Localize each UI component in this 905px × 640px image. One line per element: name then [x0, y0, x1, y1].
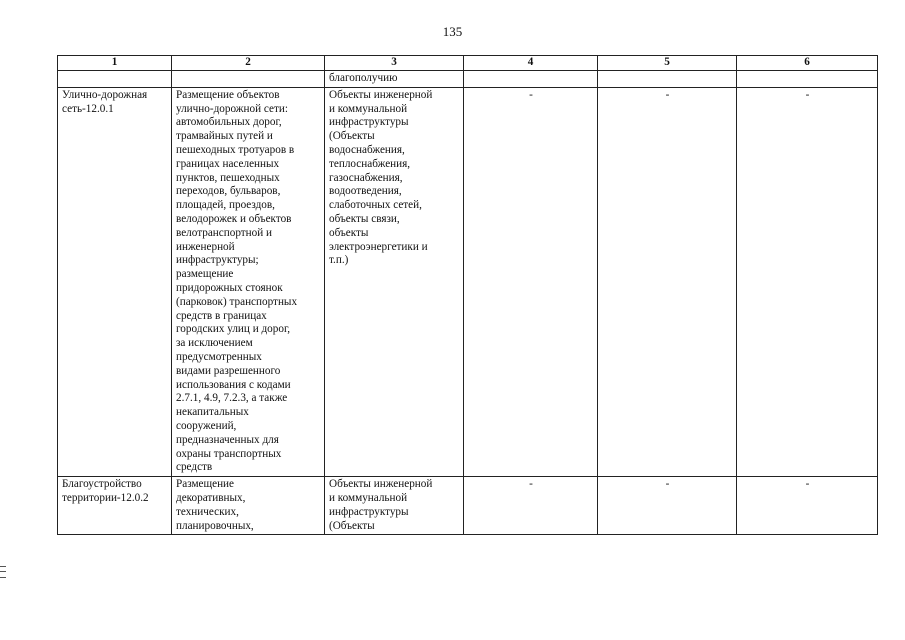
- col-4-value: -: [464, 477, 598, 535]
- cell-text-line: водоотведения,: [329, 185, 402, 198]
- cell-text-line: сооружений,: [176, 419, 237, 432]
- header-col-3: 3: [325, 56, 464, 71]
- permitted-use-description-cell: [172, 87, 325, 476]
- auxiliary-use-cell: [325, 477, 464, 535]
- cell-text-line: велотранспортной и: [176, 226, 273, 239]
- cell-text-line: Объекты инженерной: [329, 478, 433, 491]
- cell-text-line: придорожных стоянок: [176, 281, 283, 294]
- cell-text-line: Размещение: [176, 478, 235, 491]
- cell-text-line: некапитальных: [176, 406, 249, 419]
- cell-text-line: Объекты инженерной: [329, 88, 433, 101]
- table-row: [58, 87, 878, 476]
- col-6-value: -: [737, 87, 878, 476]
- cell-text-line: (Объекты: [329, 130, 375, 143]
- col-5-value: -: [598, 87, 737, 476]
- cell-text-line: инженерной: [176, 240, 235, 253]
- cell-text-line: предназначенных для: [176, 433, 279, 446]
- cell-text-line: слаботочных сетей,: [329, 199, 422, 212]
- continuation-col-6: [737, 71, 878, 88]
- cell-text-line: объекты связи,: [329, 212, 400, 225]
- cell-text-line: предусмотренных: [176, 350, 262, 363]
- cell-text-line: технических,: [176, 505, 239, 518]
- cell-text-line: объекты: [329, 226, 369, 239]
- cell-text-line: электроэнергетики и: [329, 240, 428, 253]
- cell-text-line: использования с кодами: [176, 378, 291, 391]
- header-col-2: 2: [172, 56, 325, 71]
- cell-text-line: территории-12.0.2: [62, 491, 149, 504]
- col-6-value: -: [737, 477, 878, 535]
- cell-text-line: (парковок) транспортных: [176, 295, 298, 308]
- col-5-value: -: [598, 477, 737, 535]
- cell-text-line: охраны транспортных: [176, 447, 282, 460]
- cell-text-line: пунктов, пешеходных: [176, 171, 280, 184]
- cell-text-line: за исключением: [176, 337, 253, 350]
- header-col-1: 1: [58, 56, 172, 71]
- cell-text-line: средств в границах: [176, 309, 267, 322]
- continuation-col-2: [172, 71, 325, 88]
- continuation-col-4: [464, 71, 598, 88]
- land-use-table: [57, 55, 878, 535]
- cell-text-line: средств: [176, 461, 213, 474]
- continuation-col-5: [598, 71, 737, 88]
- scan-edge-mark: [0, 566, 6, 578]
- permitted-use-name-cell: [58, 477, 172, 535]
- permitted-use-name-cell: [58, 87, 172, 476]
- cell-text-line: Улично-дорожная: [62, 88, 148, 101]
- cell-text-line: теплоснабжения,: [329, 157, 411, 170]
- continuation-row: [58, 71, 878, 88]
- cell-text-line: инфраструктуры;: [176, 254, 259, 267]
- cell-text-line: трамвайных путей и: [176, 130, 273, 143]
- cell-text-line: площадей, проездов,: [176, 199, 275, 212]
- cell-text-line: видами разрешенного: [176, 364, 281, 377]
- cell-text-line: и коммунальной: [329, 491, 408, 504]
- auxiliary-use-cell: [325, 87, 464, 476]
- table-row: [58, 477, 878, 535]
- cell-text-line: планировочных,: [176, 519, 254, 532]
- cell-text-line: автомобильных дорог,: [176, 116, 282, 129]
- cell-text-line: сеть-12.0.1: [62, 102, 114, 115]
- cell-text-line: газоснабжения,: [329, 171, 403, 184]
- cell-text-line: границах населенных: [176, 157, 280, 170]
- cell-text-line: т.п.): [329, 254, 349, 267]
- header-col-5: 5: [598, 56, 737, 71]
- header-col-4: 4: [464, 56, 598, 71]
- cell-text-line: переходов, бульваров,: [176, 185, 281, 198]
- cell-text-line: улично-дорожной сети:: [176, 102, 288, 115]
- header-col-6: 6: [737, 56, 878, 71]
- cell-text-line: размещение: [176, 268, 234, 281]
- page-number: 135: [442, 24, 463, 39]
- continuation-col-3: благополучию: [325, 71, 464, 88]
- cell-text-line: и коммунальной: [329, 102, 408, 115]
- cell-text-line: пешеходных тротуаров в: [176, 143, 295, 156]
- header-row: [58, 56, 878, 71]
- cell-text-line: инфраструктуры: [329, 116, 409, 129]
- cell-text-line: (Объекты: [329, 519, 375, 532]
- cell-text-line: 2.7.1, 4.9, 7.2.3, а также: [176, 392, 288, 405]
- permitted-use-description-cell: [172, 477, 325, 535]
- cell-text-line: городских улиц и дорог,: [176, 323, 291, 336]
- cell-text-line: инфраструктуры: [329, 505, 409, 518]
- cell-text-line: водоснабжения,: [329, 143, 405, 156]
- continuation-col-1: [58, 71, 172, 88]
- cell-text-line: велодорожек и объектов: [176, 212, 292, 225]
- cell-text-line: декоративных,: [176, 491, 246, 504]
- col-4-value: -: [464, 87, 598, 476]
- cell-text-line: Благоустройство: [62, 478, 142, 491]
- cell-text-line: Размещение объектов: [176, 88, 280, 101]
